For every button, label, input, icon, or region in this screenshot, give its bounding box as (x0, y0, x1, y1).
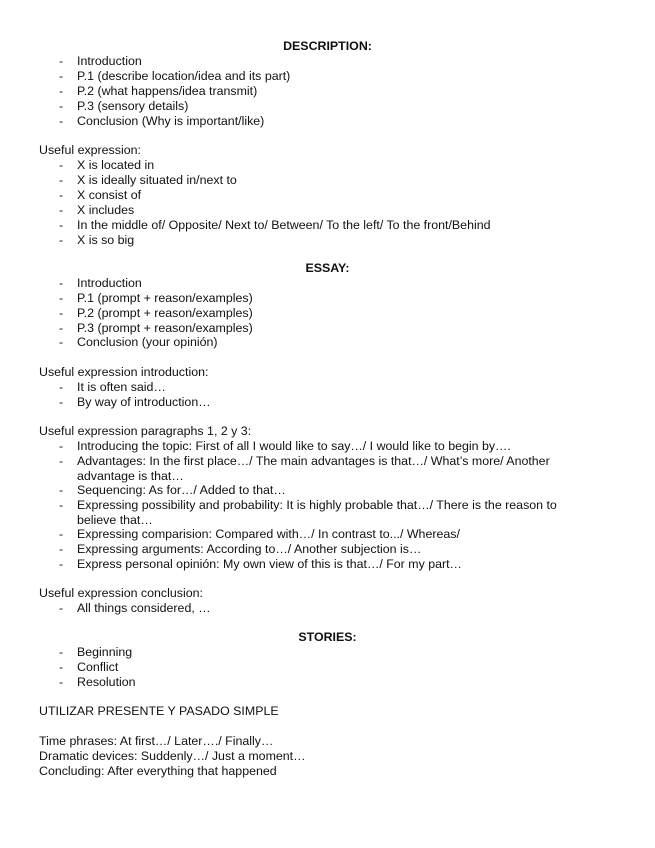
stories-phrase: Concluding: After everything that happened (39, 764, 277, 778)
bullet-dash: - (59, 203, 64, 217)
description-item: P.2 (what happens/idea transmit) (77, 84, 258, 98)
essay-paragraph-item: Expressing possibility and probability: It is highly probable that…/ There is the reason to believe that… (77, 498, 557, 527)
bullet-dash: - (59, 173, 64, 187)
description-useful-item: X is so big (77, 233, 135, 247)
description-item: Introduction (77, 54, 142, 68)
stories-phrase: Time phrases: At first…/ Later…./ Finally… (39, 734, 274, 748)
bullet-dash: - (59, 276, 64, 290)
description-useful-item: X is located in (77, 158, 155, 172)
essay-paragraphs-label: Useful expression paragraphs 1, 2 y 3: (39, 424, 252, 438)
bullet-dash: - (59, 335, 64, 349)
description-useful-item: X consist of (77, 188, 142, 202)
stories-item: Conflict (77, 660, 119, 674)
essay-item: P.1 (prompt + reason/examples) (77, 291, 253, 305)
description-heading: DESCRIPTION: (283, 39, 372, 53)
bullet-dash: - (59, 645, 64, 659)
description-item: P.1 (describe location/idea and its part) (77, 69, 291, 83)
bullet-dash: - (59, 114, 64, 128)
bullet-dash: - (59, 542, 64, 556)
bullet-dash: - (59, 454, 64, 468)
bullet-dash: - (59, 188, 64, 202)
bullet-dash: - (59, 439, 64, 453)
bullet-dash: - (59, 54, 64, 68)
bullet-dash: - (59, 321, 64, 335)
description-useful-item: In the middle of/ Opposite/ Next to/ Between/ To the left/ To the front/Behind (77, 218, 491, 232)
bullet-dash: - (59, 84, 64, 98)
essay-paragraph-item: Expressing comparision: Compared with…/ In contrast to.../ Whereas/ (77, 527, 460, 541)
essay-paragraph-item: Introducing the topic: First of all I would like to say…/ I would like to begin by…. (77, 439, 511, 453)
bullet-dash: - (59, 158, 64, 172)
essay-intro-label: Useful expression introduction: (39, 365, 209, 379)
description-useful-item: X includes (77, 203, 135, 217)
bullet-dash: - (59, 306, 64, 320)
bullet-dash: - (59, 233, 64, 247)
essay-item: Introduction (77, 276, 142, 290)
description-useful-label: Useful expression: (39, 143, 141, 157)
essay-paragraph-item: Expressing arguments: According to…/ Another subjection is… (77, 542, 422, 556)
stories-note: UTILIZAR PRESENTE Y PASADO SIMPLE (39, 704, 279, 718)
stories-heading: STORIES: (298, 630, 357, 644)
bullet-dash: - (59, 601, 64, 615)
essay-intro-item: It is often said… (77, 380, 166, 394)
bullet-dash: - (59, 675, 64, 689)
bullet-dash: - (59, 380, 64, 394)
bullet-dash: - (59, 291, 64, 305)
essay-paragraph-item: Express personal opinión: My own view of this is that…/ For my part… (77, 557, 462, 571)
bullet-dash: - (59, 498, 64, 512)
bullet-dash: - (59, 218, 64, 232)
essay-paragraph-item: Advantages: In the first place…/ The main advantages is that…/ What’s more/ Another advantage is that… (77, 454, 550, 483)
stories-item: Resolution (77, 675, 136, 689)
bullet-dash: - (59, 557, 64, 571)
essay-item: Conclusion (your opinión) (77, 335, 218, 349)
essay-item: P.3 (prompt + reason/examples) (77, 321, 253, 335)
essay-item: P.2 (prompt + reason/examples) (77, 306, 253, 320)
essay-heading: ESSAY: (305, 261, 350, 275)
bullet-dash: - (59, 395, 64, 409)
bullet-dash: - (59, 660, 64, 674)
essay-paragraph-item: Sequencing: As for…/ Added to that… (77, 483, 286, 497)
essay-conclusion-item: All things considered, … (77, 601, 211, 615)
description-item: P.3 (sensory details) (77, 99, 189, 113)
stories-item: Beginning (77, 645, 133, 659)
bullet-dash: - (59, 99, 64, 113)
bullet-dash: - (59, 527, 64, 541)
bullet-dash: - (59, 69, 64, 83)
description-item: Conclusion (Why is important/like) (77, 114, 265, 128)
essay-conclusion-label: Useful expression conclusion: (39, 586, 203, 600)
bullet-dash: - (59, 483, 64, 497)
description-useful-item: X is ideally situated in/next to (77, 173, 237, 187)
stories-phrase: Dramatic devices: Suddenly…/ Just a moment… (39, 749, 306, 763)
essay-intro-item: By way of introduction… (77, 395, 211, 409)
